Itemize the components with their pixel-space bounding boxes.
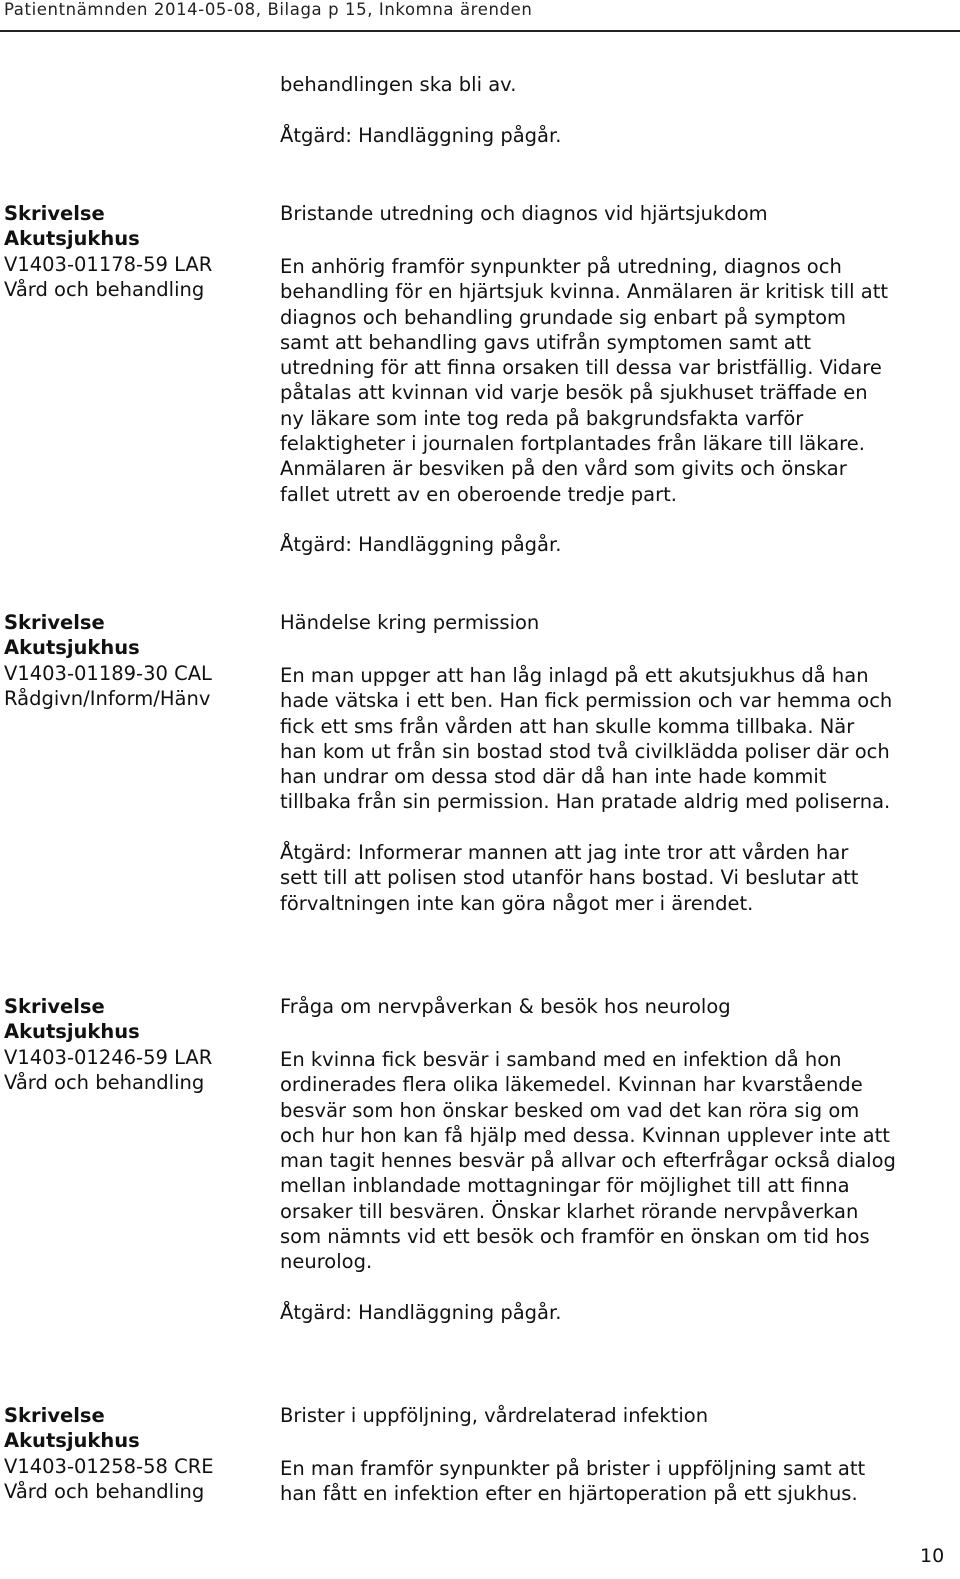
case-category: Vård och behandling	[4, 1479, 205, 1503]
case-body: En man framför synpunkter på brister i uppföljning samt att han fått en infektion efter en hjärtoperation på ett sjukhus.	[280, 1457, 866, 1506]
case-title: Brister i uppföljning, vårdrelaterad infektion	[280, 1404, 709, 1427]
case-body: En kvinna fick besvär i samband med en infektion då hon ordinerades flera olika läkemedel. Kvinnan har kvarstående besvär som hon önskar besked om vad det kan röra sig om och hur hon kan få hjälp med dessa. Kvinnan upplever inte att man tagit hennes besvär på allvar och efterfrågar också dialog mellan inblandade mottagningar för möjlighet till att finna orsaker till besvären. Önskar klarhet rörande nervpåverkan som nämnts vid ett besök och framför en önskan om tid hos neurolog.	[280, 1048, 896, 1274]
case-number: V1403-01246-59 LAR	[4, 1045, 213, 1069]
page-number: 10	[920, 1545, 945, 1567]
case-meta	[4, 201, 272, 302]
case-action: Åtgärd: Handläggning pågår.	[280, 1301, 562, 1324]
case-type: Skrivelse	[4, 1404, 105, 1427]
case-title: Fråga om nervpåverkan & besök hos neurolog	[280, 995, 731, 1018]
case-unit: Akutsjukhus	[4, 1020, 140, 1044]
case-body: En man uppger att han låg inlagd på ett akutsjukhus då han hade vätska i ett ben. Han fick permission och var hemma och fick ett sms från vården att han skulle komma tillbaka. När han kom ut från sin bostad stod två civilklädda poliser där och han undrar om dessa stod där då han inte hade kommit tillbaka från sin permission. Han pratade aldrig med poliserna.	[280, 664, 893, 814]
header-title: Patientnämnden 2014-05-08, Bilaga p 15, Inkomna ärenden	[4, 0, 533, 19]
case-meta	[4, 994, 272, 1095]
page-header	[0, 0, 960, 32]
case-type: Skrivelse	[4, 611, 105, 634]
case-type: Skrivelse	[4, 995, 105, 1018]
case-title: Händelse kring permission	[280, 611, 540, 634]
case-category: Rådgivn/Inform/Hänv	[4, 686, 211, 710]
case-body: En anhörig framför synpunkter på utredning, diagnos och behandling för en hjärtsjuk kvinna. Anmälaren är kritisk till att diagnos och behandling grundade sig enbart på symptom samt att behandling gavs utifrån symptomen samt att utredning för att finna orsaken till dessa var bristfällig. Vidare påtalas att kvinnan vid varje besök på sjukhuset träffade en ny läkare som inte tog reda på bakgrundsfakta varför felaktigheter i journalen fortplantades från läkare till läkare. Anmälaren är besviken på den vård som givits och önskar fallet utrett av en oberoende tredje part.	[280, 255, 888, 506]
case-unit: Akutsjukhus	[4, 1429, 140, 1453]
continuation-action: Åtgärd: Handläggning pågår.	[280, 124, 562, 147]
case-action: Åtgärd: Informerar mannen att jag inte tror att vården har sett till att polisen stod utanför hans bostad. Vi beslutar att förvaltningen inte kan göra något mer i ärendet.	[280, 841, 859, 915]
case-action: Åtgärd: Handläggning pågår.	[280, 533, 562, 556]
case-category: Vård och behandling	[4, 277, 205, 301]
case-number: V1403-01258-58 CRE	[4, 1454, 214, 1478]
case-unit: Akutsjukhus	[4, 636, 140, 660]
continuation-text: behandlingen ska bli av.	[280, 73, 517, 96]
case-category: Vård och behandling	[4, 1070, 205, 1094]
case-meta	[4, 1403, 272, 1504]
case-number: V1403-01189-30 CAL	[4, 661, 212, 685]
case-meta	[4, 610, 272, 711]
case-title: Bristande utredning och diagnos vid hjärtsjukdom	[280, 202, 768, 225]
case-number: V1403-01178-59 LAR	[4, 252, 213, 276]
case-type: Skrivelse	[4, 202, 105, 225]
case-unit: Akutsjukhus	[4, 227, 140, 251]
